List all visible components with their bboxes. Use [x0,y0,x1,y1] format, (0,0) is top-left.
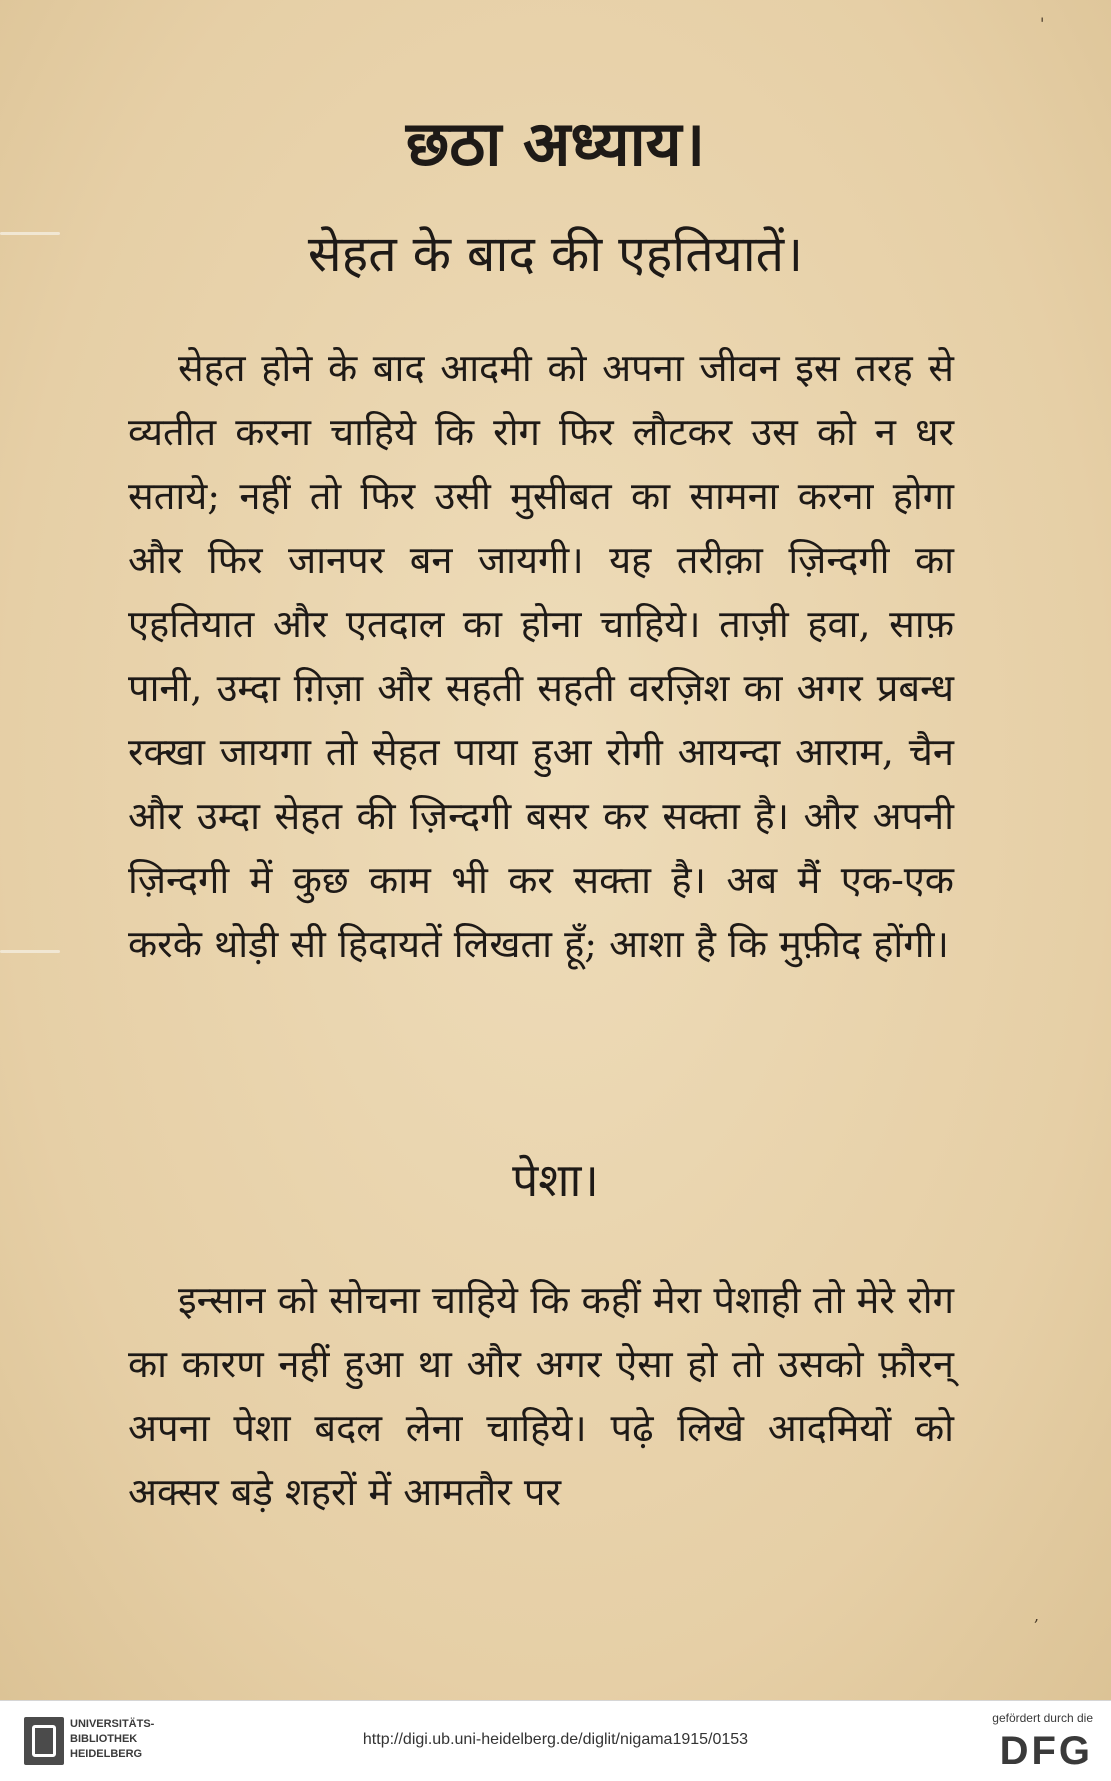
library-name: UNIVERSITÄTS- BIBLIOTHEK HEIDELBERG [70,1718,155,1760]
dfg-logo: DFG [999,1729,1093,1773]
body-paragraph-2: इन्सान को सोचना चाहिये कि कहीं मेरा पेशाही तो मेरे रोग का कारण नहीं हुआ था और अगर ऐसा हो तो उसको फ़ौरन् अपना पेशा बदल लेना चाहिये। पढ़े लिखे आदमियों को अक्सर बड़े शहरों में आमतौर पर [128,1278,954,1514]
subheading: पेशा। [512,1153,599,1207]
section-title: सेहत के बाद की एहतियातें। [307,225,804,283]
viewer-footer [0,1700,1111,1781]
funding-credit [992,1711,1093,1771]
binding-thread [0,950,60,953]
scan-mark: , [1034,1606,1040,1625]
chapter-title: छठा अध्याय। [405,107,706,180]
scan-mark: ' [1040,14,1045,33]
funded-by-text: gefördert durch die [992,1711,1093,1725]
page-url[interactable]: http://digi.ub.uni-heidelberg.de/diglit/nigama1915/0153 [362,1731,749,1748]
body-paragraph-1: सेहत होने के बाद आदमी को अपना जीवन इस तरह से व्यतीत करना चाहिये कि रोग फिर लौटकर उस को न धर सताये; नहीं तो फिर उसी मुसीबत का सामना करना होगा और फिर जानपर बन जायगी। यह तरीक़ा ज़िन्दगी का एहतियात और एतदाल का होना चाहिये। ताज़ी हवा, साफ़ पानी, उम्दा ग़िज़ा और सहती सहती वरज़िश का अगर प्रबन्ध रक्खा जायगा तो सेहत पाया हुआ रोगी आयन्दा आराम, चैन और उम्दा सेहत की ज़िन्दगी बसर कर सक्ता है। और अपनी ज़िन्दगी में कुछ काम भी कर सक्ता है। अब मैं एक-एक करके थोड़ी सी हिदायतें लिखता हूँ; आशा है कि मुफ़ीद होंगी। [128,346,954,966]
